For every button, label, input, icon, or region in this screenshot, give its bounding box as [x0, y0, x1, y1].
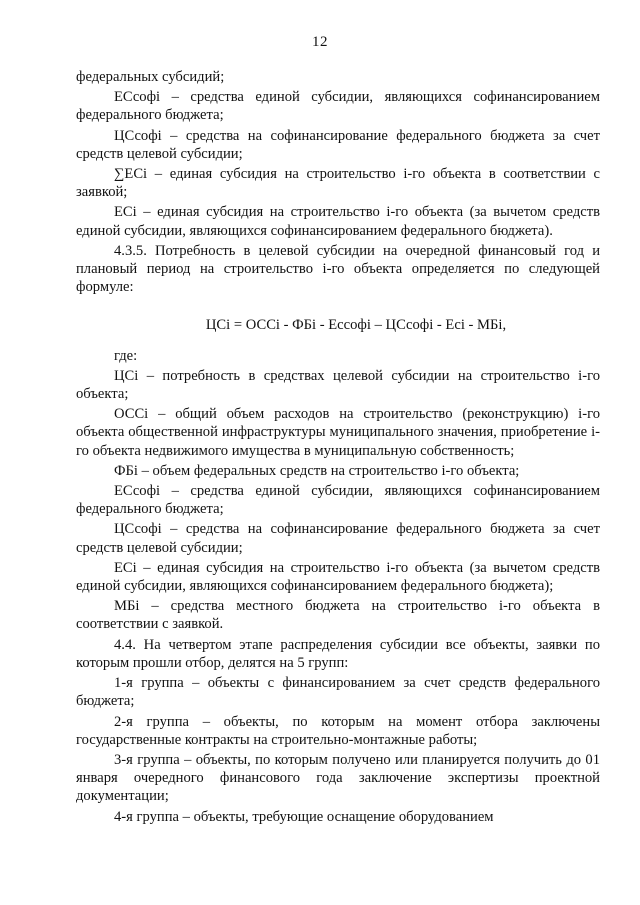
paragraph: ∑ЕСi – единая субсидия на строительство i-го объекта в соответствии с заявкой; [76, 166, 600, 201]
paragraph: 4.4. На четвертом этапе распределения субсидии все объекты, заявки по которым прошли отбор, делятся на 5 групп: [76, 636, 600, 671]
paragraph: ЕСi – единая субсидия на строительство i-го объекта (за вычетом средств единой субсидии, являющихся софинансированием федерального бюджета). [76, 204, 600, 239]
formula: ЦСi = ОССi - ФБi - Ессофi – ЦСсофi - Есi - МБi, [205, 317, 507, 334]
paragraph: ЕСсофi – средства единой субсидии, являющихся софинансированием федерального бюджета; [76, 483, 600, 518]
paragraph: ЦСi – потребность в средствах целевой субсидии на строительство i-го объекта; [76, 367, 600, 403]
paragraph: 4-я группа – объекты, требующие оснащение оборудованием [114, 808, 494, 825]
paragraph: ЕСi – единая субсидия на строительство i-го объекта (за вычетом средств единой субсидии, являющихся софинансированием федерального бюджета); [76, 559, 600, 595]
paragraph: ЦСсофi – средства на софинансирование федерального бюджета за счет средств целевой субсидии; [76, 521, 600, 556]
paragraph: федеральных субсидий; [76, 69, 225, 85]
document-body [76, 68, 600, 828]
paragraph: 1-я группа – объекты с финансированием за счет средств федерального бюджета; [76, 675, 600, 710]
page-number: 12 [312, 34, 328, 50]
paragraph: ФБi – объем федеральных средств на строительство i-го объекта; [114, 462, 520, 479]
paragraph: где: [114, 347, 138, 364]
paragraph: ЦСсофi – средства на софинансирование федерального бюджета за счет средств целевой субсидии; [76, 127, 600, 162]
paragraph: ОССi – общий объем расходов на строительство (реконструкцию) i-го объекта общественной инфраструктуры муниципального значения, приобретение i-го объекта недвижимого имущества в муниципальную собственность; [76, 406, 600, 459]
paragraph: 4.3.5. Потребность в целевой субсидии на очередной финансовый год и плановый период на строительство i-го объекта определяется по следующей формуле: [76, 242, 600, 296]
paragraph: МБi – средства местного бюджета на строительство i-го объекта в соответствии с заявкой. [76, 598, 600, 633]
paragraph: 2-я группа – объекты, по которым на момент отбора заключены государственные контракты на строительно-монтажные работы; [76, 713, 600, 748]
paragraph: ЕСсофi – средства единой субсидии, являющихся софинансированием федерального бюджета; [76, 89, 600, 124]
paragraph: 3-я группа – объекты, по которым получено или планируется получить до 01 января очередного финансового года заключение экспертизы проектной документации; [76, 751, 600, 805]
